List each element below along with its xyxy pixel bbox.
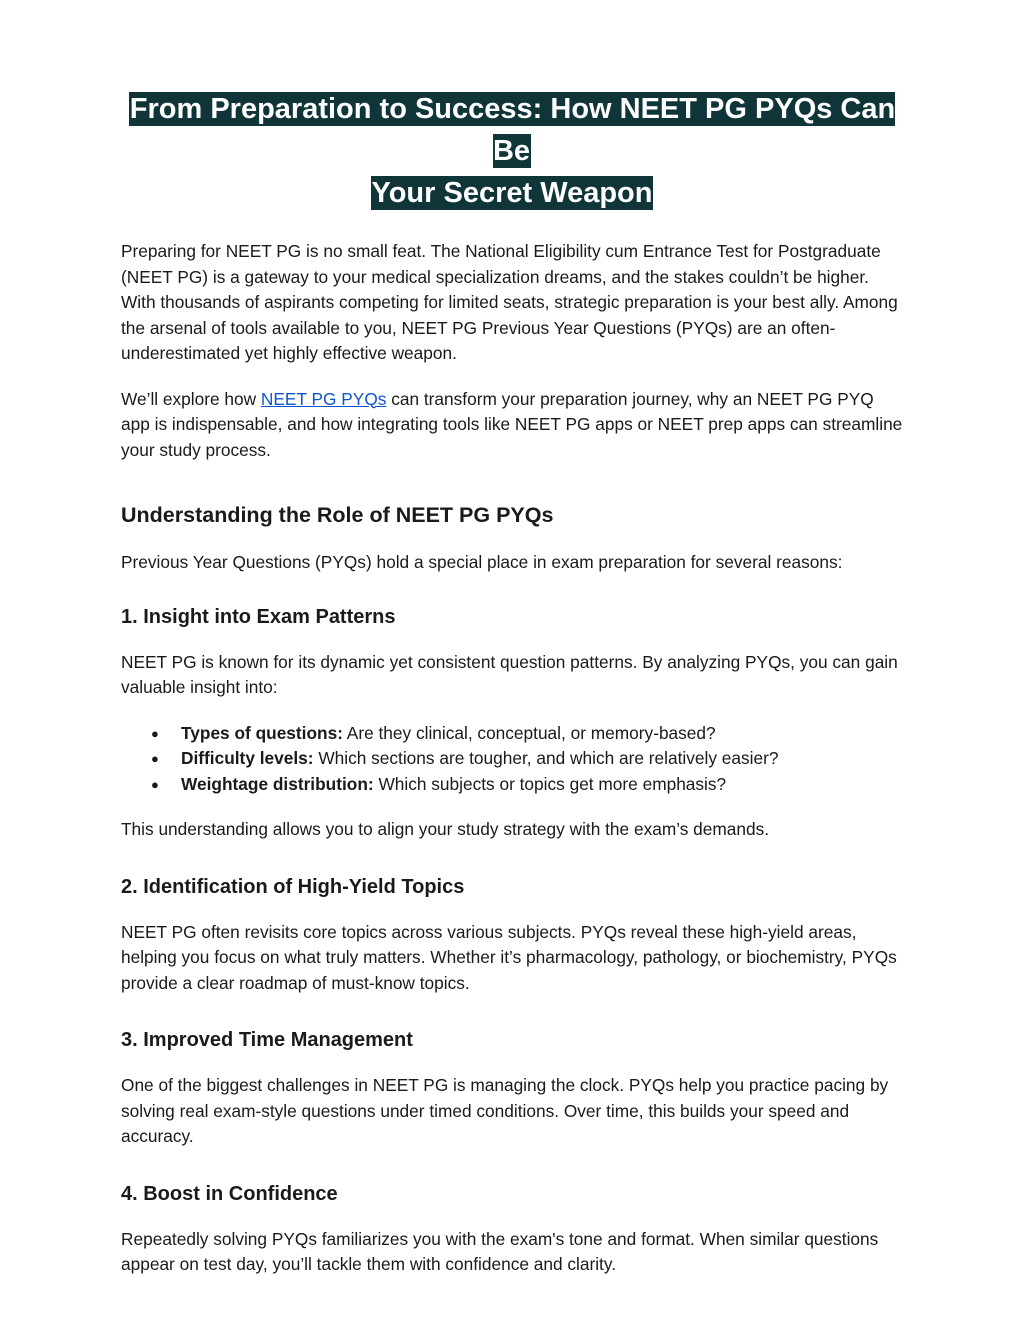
heading-exam-patterns: 1. Insight into Exam Patterns — [121, 605, 396, 628]
neet-pg-pyqs-link[interactable]: NEET PG PYQs — [260, 388, 387, 409]
exam-patterns-text: NEET PG is known for its dynamic yet consistent question patterns. By analyzing PYQs, you can gain valuable insight into: — [121, 651, 898, 697]
bullet-icon: ● — [151, 725, 159, 741]
heading-confidence: 4. Boost in Confidence — [121, 1182, 338, 1205]
title-line-2: Your Secret Weapon — [371, 177, 653, 209]
list-item — [121, 721, 903, 747]
list-item — [121, 772, 903, 798]
section-heading-role: Understanding the Role of NEET PG PYQs — [121, 503, 554, 527]
bullet-icon: ● — [151, 751, 159, 766]
explore-paragraph — [121, 387, 903, 464]
time-management-text: One of the biggest challenges in NEET PG is managing the clock. PYQs help you practice pacing by solving real exam-style questions under timed conditions. Over time, this builds your speed and accuracy. — [121, 1075, 889, 1146]
bullet-label: Weightage distribution: — [181, 773, 374, 794]
intro-paragraph: Preparing for NEET PG is no small feat. The National Eligibility cum Entrance Test for Postgraduate (NEET PG) is a gateway to your medical specialization dreams, and the stakes couldn’t be higher. With thousands of aspirants competing for limited seats, strategic preparation is your best ally. Among the arsenal of tools available to you, NEET PG Previous Year Questions (PYQs) are an often-underestimated yet highly effective weapon. — [121, 241, 898, 363]
insight-closing-text: This understanding allows you to align your study strategy with the exam’s demands. — [121, 819, 770, 839]
bullet-label: Difficulty levels: — [181, 748, 314, 768]
bullet-text: Which subjects or topics get more emphasis? — [373, 773, 727, 794]
title-line-1: From Preparation to Success: How NEET PG PYQs Can Be — [129, 93, 896, 167]
bullet-text: Are they clinical, conceptual, or memory-based? — [342, 722, 716, 743]
bullet-label: Types of questions: — [181, 722, 343, 743]
document-page — [121, 88, 903, 1298]
high-yield-text: NEET PG often revisits core topics across various subjects. PYQs reveal these high-yield areas, helping you focus on what truly matters. Whether it’s pharmacology, pathology, or biochemistry, PYQs provide a clear roadmap of must-know topics. — [121, 921, 897, 993]
bullet-icon: ● — [151, 776, 159, 792]
explore-text-before: We’ll explore how — [121, 388, 261, 409]
confidence-text: Repeatedly solving PYQs familiarizes you with the exam's tone and format. When similar questions appear on test day, you’ll tackle them with confidence and clarity. — [121, 1228, 879, 1274]
bullet-text: Which sections are tougher, and which are relatively easier? — [313, 748, 779, 768]
list-item — [121, 746, 903, 772]
insight-bullet-list — [121, 721, 903, 798]
section-role-text: Previous Year Questions (PYQs) hold a special place in exam preparation for several reasons: — [121, 552, 843, 572]
page-title — [121, 88, 903, 214]
explore-text-after: can transform your preparation journey, why an NEET PG PYQ app is indispensable, and how integrating tools like NEET PG apps or NEET prep apps can streamline your study process. — [121, 388, 903, 460]
heading-time-management: 3. Improved Time Management — [121, 1029, 413, 1051]
heading-high-yield: 2. Identification of High-Yield Topics — [121, 875, 465, 898]
